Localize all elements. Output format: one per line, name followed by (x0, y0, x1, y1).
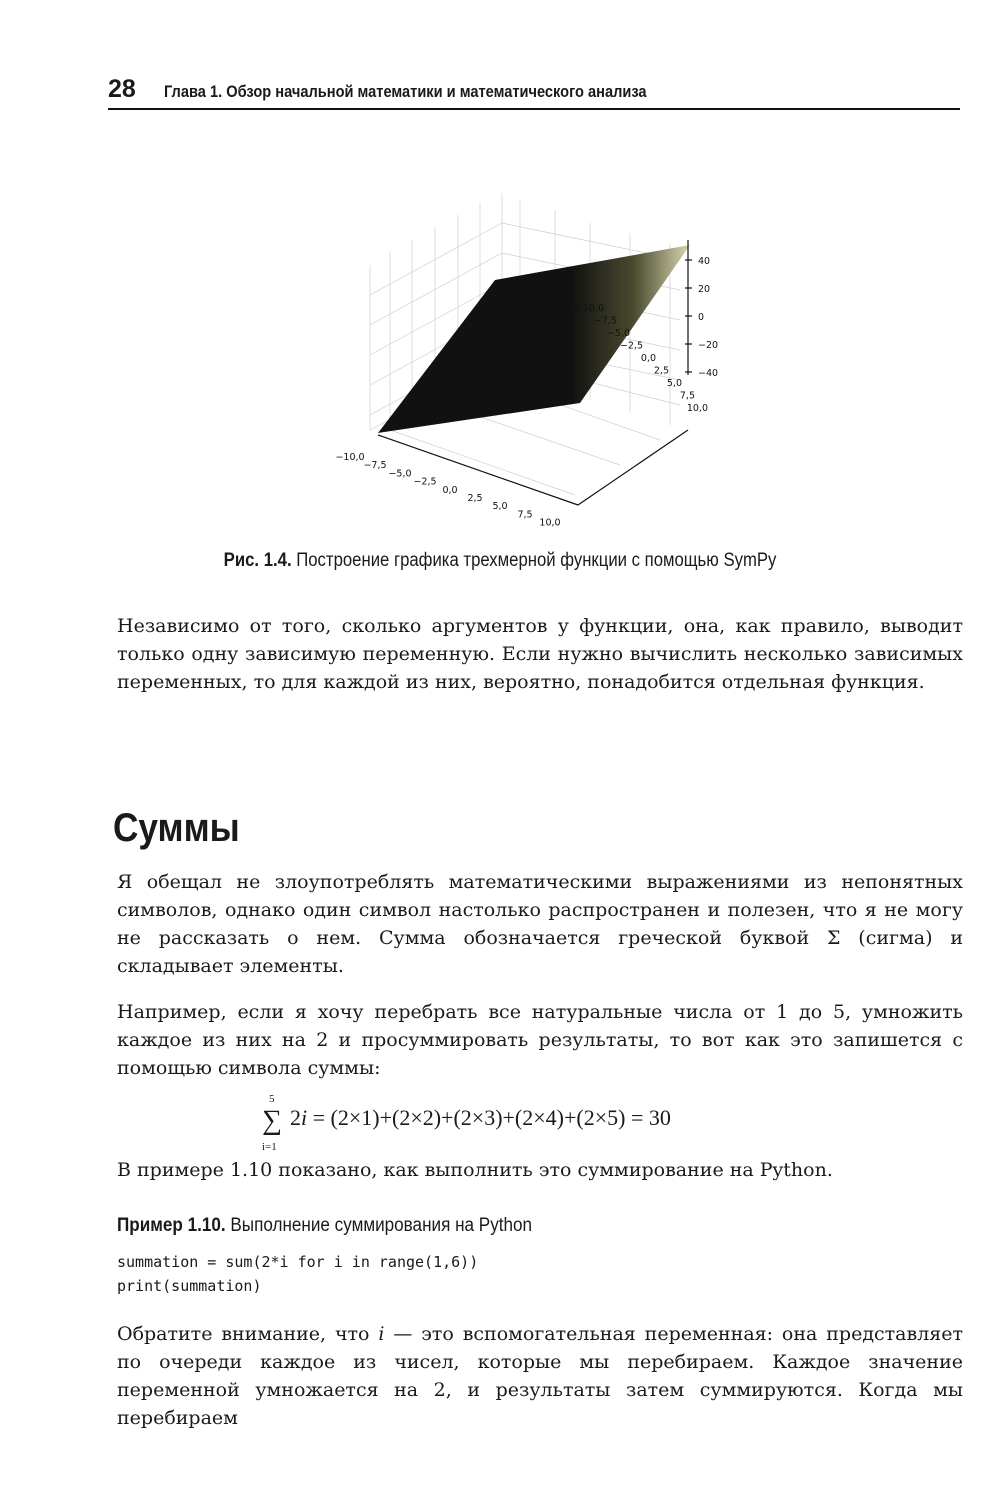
y-tick-label: 0,0 (640, 353, 656, 364)
paragraph-5 (117, 1320, 963, 1432)
y-tick-label: 7,5 (679, 390, 695, 402)
x-tick-label: −2,5 (413, 476, 437, 488)
sum-upper-limit: 5 (269, 1093, 275, 1105)
x-tick-label: −7,5 (363, 460, 387, 472)
y-tick-label: −5,0 (606, 328, 630, 339)
page-number: 28 (108, 75, 136, 103)
x-tick-label: 10,0 (539, 517, 561, 529)
term-coefficient: 2 (290, 1105, 301, 1130)
figure-3d-plot (330, 185, 750, 535)
running-title: Глава 1. Обзор начальной математики и математического анализа (163, 82, 647, 102)
figure-caption (0, 550, 1000, 572)
x-tick-label: −5,0 (388, 468, 412, 480)
y-tick-label: −10,0 (574, 303, 604, 314)
example-label: Пример 1.10. (117, 1215, 226, 1236)
paragraph-5-variable: i (378, 1323, 385, 1345)
example-title-text: Выполнение суммирования на Python (225, 1215, 533, 1236)
x-tick-label: −10,0 (335, 452, 365, 463)
plot-svg (330, 185, 750, 535)
z-tick-label: 0 (698, 312, 705, 323)
sigma-symbol: ∑ (262, 1105, 282, 1136)
section-heading: Суммы (113, 806, 240, 850)
example-title (117, 1215, 532, 1237)
y-tick-label: −2,5 (619, 340, 643, 352)
paragraph-5-end: — это вспомогательная переменная: она представляет по очереди каждое из чисел, которые мы перебираем. Каждое значение переменной умножается на 2, и результаты затем суммируются. Когда мы перебираем (117, 1323, 964, 1429)
caption-label: Рис. 1.4. (223, 550, 292, 571)
caption-text: Построение графика трехмерной функции с помощью SymPy (291, 550, 777, 571)
y-tick-label: 5,0 (666, 378, 682, 389)
x-tick-label: 7,5 (517, 509, 533, 521)
x-tick-label: 2,5 (467, 493, 483, 504)
paragraph-4: В примере 1.10 показано, как выполнить это суммирование на Python. (117, 1159, 833, 1181)
x-tick-labels (335, 452, 560, 529)
z-tick-label: 40 (698, 256, 711, 267)
z-tick-label: −40 (698, 368, 719, 379)
x-tick-label: 0,0 (442, 484, 458, 496)
sum-expansion: = (2×1)+(2×2)+(2×3)+(2×4)+(2×5) = 30 (307, 1105, 671, 1130)
term-variable: i (301, 1105, 308, 1130)
code-line: summation = sum(2*i for i in range(1,6)) (117, 1253, 479, 1271)
z-tick-labels (698, 256, 718, 379)
page-header (108, 74, 960, 110)
summation-formula (262, 1093, 822, 1155)
paragraph-2: Я обещал не злоупотреблять математическими выражениями из непонятных символов, однако один символ настолько распространен и полезен, что я не могу не рассказать о нем. Сумма обозначается греческой буквой Σ (сигма) и складывает элементы. (117, 871, 963, 977)
code-block (117, 1250, 478, 1298)
paragraph-5-start: Обратите внимание, что (117, 1323, 379, 1345)
y-tick-label: 2,5 (653, 365, 669, 377)
y-tick-label: 10,0 (686, 403, 708, 414)
z-tick-label: 20 (698, 284, 711, 295)
surface-plane (378, 245, 690, 433)
paragraph-1: Независимо от того, сколько аргументов у функции, она, как правило, выводит только одну зависимую переменную. Если нужно вычислить несколько зависимых переменных, то для каждой из них, вероятно, понадобится отдельная функция. (117, 615, 963, 693)
x-tick-label: 5,0 (492, 501, 508, 513)
y-tick-label: −7,5 (593, 315, 617, 327)
sum-lower-limit: i=1 (262, 1141, 277, 1153)
z-tick-label: −20 (698, 340, 719, 351)
paragraph-3: Например, если я хочу перебрать все натуральные числа от 1 до 5, умножить каждое из них на 2 и просуммировать результаты, то вот как это запишется с помощью символа суммы: (117, 1001, 963, 1079)
sum-expression (290, 1105, 671, 1131)
code-line: print(summation) (117, 1277, 262, 1295)
